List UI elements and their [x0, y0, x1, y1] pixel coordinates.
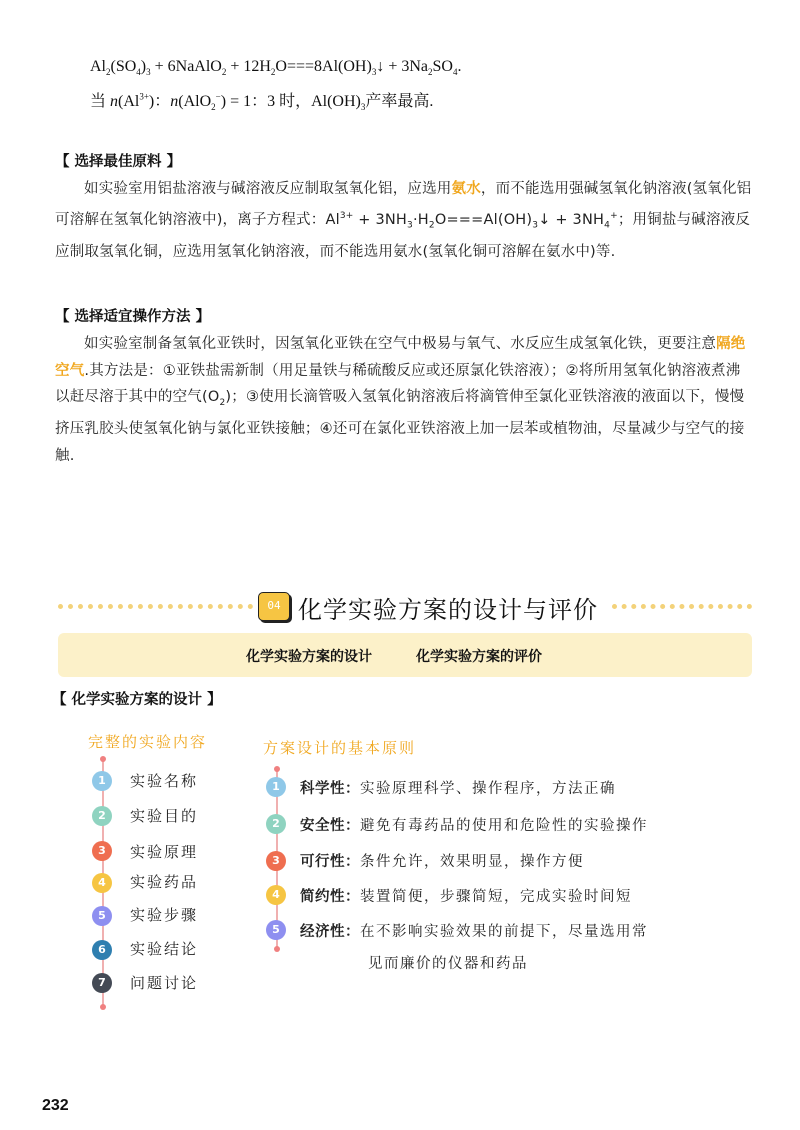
section-title-design: 【 化学实验方案的设计 】 — [52, 692, 222, 708]
list-number-badge: 2 — [266, 814, 286, 834]
right-list-item — [266, 885, 286, 905]
equation-line-1: $Al_2(SO_4)_3$ + 6NaAlO$_2$ + $12H_2O===8Al(OH)_3↓ + 3Na_2SO_4$. — [90, 58, 462, 78]
right-heading-design-principles: 方案设计的基本原则 — [263, 739, 417, 757]
left-list-item — [92, 841, 112, 861]
section-body-best-material: 如实验室用铝盐溶液与碱溶液反应制取氢氧化铝，应选用氨水，而不能选用强碱氢氧化钠溶液(氢氧化铝可溶解在氢氧化钠溶液中)，离子方程式：$Al^{3+}$ + $3NH_3\cdot H_2O===Al(OH)_3↓ + 3NH_4^+$；用铜盐与碱溶液反应制取氢氧化铜，应选用氢氧化钠溶液，而不能选用氨水(氢氧化铜可溶解在氨水中)等. — [55, 181, 752, 260]
principle-feasibility: 可行性：条件允许，效果明显，操作方便 — [300, 854, 584, 870]
left-timeline-bottom-pin — [100, 1004, 106, 1010]
left-list-item — [92, 771, 112, 791]
left-list-item — [92, 873, 112, 893]
list-number-badge: 6 — [92, 940, 112, 960]
list-number-badge: 5 — [92, 906, 112, 926]
chapter-title: 化学实验方案的设计与评价 — [298, 596, 598, 624]
tab-evaluation[interactable]: 化学实验方案的评价 — [416, 649, 542, 665]
left-list-label: 问题讨论 — [130, 974, 199, 992]
list-number-badge: 1 — [266, 777, 286, 797]
dotted-divider-left — [58, 604, 253, 609]
list-number-badge: 2 — [92, 806, 112, 826]
left-list-label: 实验结论 — [130, 940, 199, 958]
list-number-badge: 7 — [92, 973, 112, 993]
left-list-label: 实验名称 — [130, 772, 199, 790]
page-number: 232 — [42, 1097, 69, 1114]
left-list-item — [92, 940, 112, 960]
section-title-operation-method: 【 选择适宜操作方法 】 — [55, 309, 211, 325]
chapter-number-badge: 04 — [258, 592, 290, 621]
principle-safety: 安全性：避免有毒药品的使用和危险性的实验操作 — [300, 818, 648, 834]
right-list-item — [266, 851, 286, 871]
principle-simplicity: 简约性：装置简便，步骤简短，完成实验时间短 — [300, 889, 632, 905]
tab-design[interactable]: 化学实验方案的设计 — [246, 649, 372, 665]
chapter-tab-bar — [58, 633, 752, 677]
right-list-item — [266, 777, 286, 797]
dotted-divider-right — [612, 604, 752, 609]
left-list-label: 实验原理 — [130, 843, 199, 861]
left-timeline-top-pin — [100, 756, 106, 762]
left-list-label: 实验目的 — [130, 807, 199, 825]
section-title-best-material: 【 选择最佳原料 】 — [55, 154, 182, 170]
list-number-badge: 5 — [266, 920, 286, 940]
highlight-isolate-air: 隔绝空气 — [55, 336, 746, 379]
right-timeline-bottom-pin — [274, 946, 280, 952]
list-number-badge: 1 — [92, 771, 112, 791]
list-number-badge: 3 — [266, 851, 286, 871]
left-list-item — [92, 973, 112, 993]
right-timeline-top-pin — [274, 766, 280, 772]
right-list-item — [266, 814, 286, 834]
equation-line-2: 当 $n(Al^{3+})$：n(AlO$_2$−) = 1：3 时，$Al(OH)_3$产率最高. — [90, 91, 434, 113]
left-list-label: 实验步骤 — [130, 906, 199, 924]
right-list-item — [266, 920, 286, 940]
highlight-ammonia: 氨水 — [451, 181, 481, 197]
principle-economy-continued: 见而廉价的仪器和药品 — [368, 956, 528, 972]
list-number-badge: 3 — [92, 841, 112, 861]
section-body-operation-method: 如实验室制备氢氧化亚铁时，因氢氧化亚铁在空气中极易与氧气、水反应生成氢氧化铁，更要注意隔绝空气.其方法是：①亚铁盐需新制（用足量铁与稀硫酸反应或还原氯化铁溶液）；②将所用氢氧化钠溶液煮沸以赶尽溶于其中的空气$(O_2)$；③使用长滴管吸入氢氧化钠溶液后将滴管伸至氯化亚铁溶液的液面以下，慢慢挤压乳胶头使氢氧化钠与氯化亚铁接触；④还可在氯化亚铁溶液上加一层苯或植物油，尽量减少与空气的接触. — [55, 336, 746, 464]
left-list-label: 实验药品 — [130, 873, 199, 891]
left-list-item — [92, 906, 112, 926]
left-list-item — [92, 806, 112, 826]
left-heading-experiment-content: 完整的实验内容 — [88, 733, 208, 751]
principle-scientific: 科学性：实验原理科学、操作程序，方法正确 — [300, 781, 616, 797]
list-number-badge: 4 — [92, 873, 112, 893]
list-number-badge: 4 — [266, 885, 286, 905]
principle-economy: 经济性：在不影响实验效果的前提下，尽量选用常 — [300, 924, 648, 940]
